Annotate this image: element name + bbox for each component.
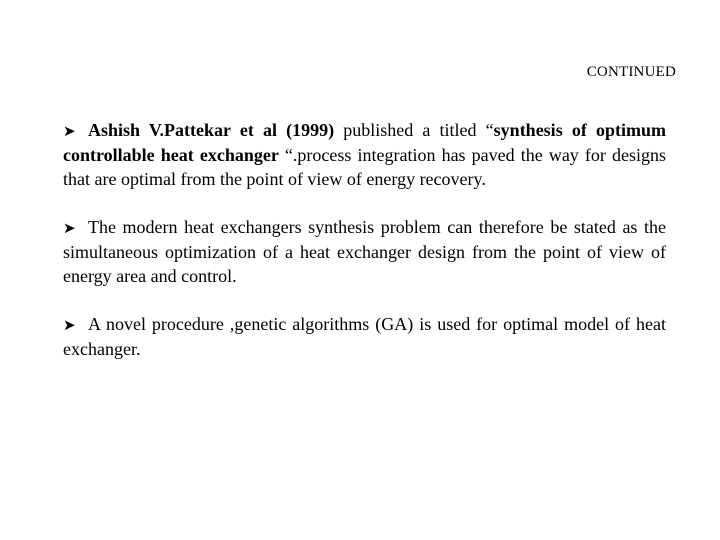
bullet-author-citation: Ashish V.Pattekar et al (1999) xyxy=(88,120,335,140)
bullet-item-pattekar xyxy=(63,118,666,191)
bullet-list xyxy=(63,118,666,361)
bullet-text-segment: “.process integration has paved the way for designs that are optimal from the point of view of energy recovery. xyxy=(63,145,666,189)
bullet-text-segment: published a titled “ xyxy=(334,120,494,140)
arrowhead-bullet-icon: ➤ xyxy=(63,316,76,334)
bullet-text: A novel procedure ,genetic algorithms (GA) is used for optimal model of heat exchanger. xyxy=(63,314,666,359)
continued-label: CONTINUED xyxy=(586,64,676,80)
arrowhead-bullet-icon: ➤ xyxy=(63,219,76,237)
bullet-text: The modern heat exchangers synthesis problem can therefore be stated as the simultaneous optimization of a heat exchanger design from the point of view of energy area and control. xyxy=(63,217,666,286)
bullet-paper-title: synthesis of optimum controllable heat exchanger xyxy=(63,120,666,165)
bullet-item-synthesis-problem xyxy=(63,215,666,288)
arrowhead-bullet-icon: ➤ xyxy=(63,122,76,140)
bullet-item-genetic-algorithms xyxy=(63,312,666,361)
